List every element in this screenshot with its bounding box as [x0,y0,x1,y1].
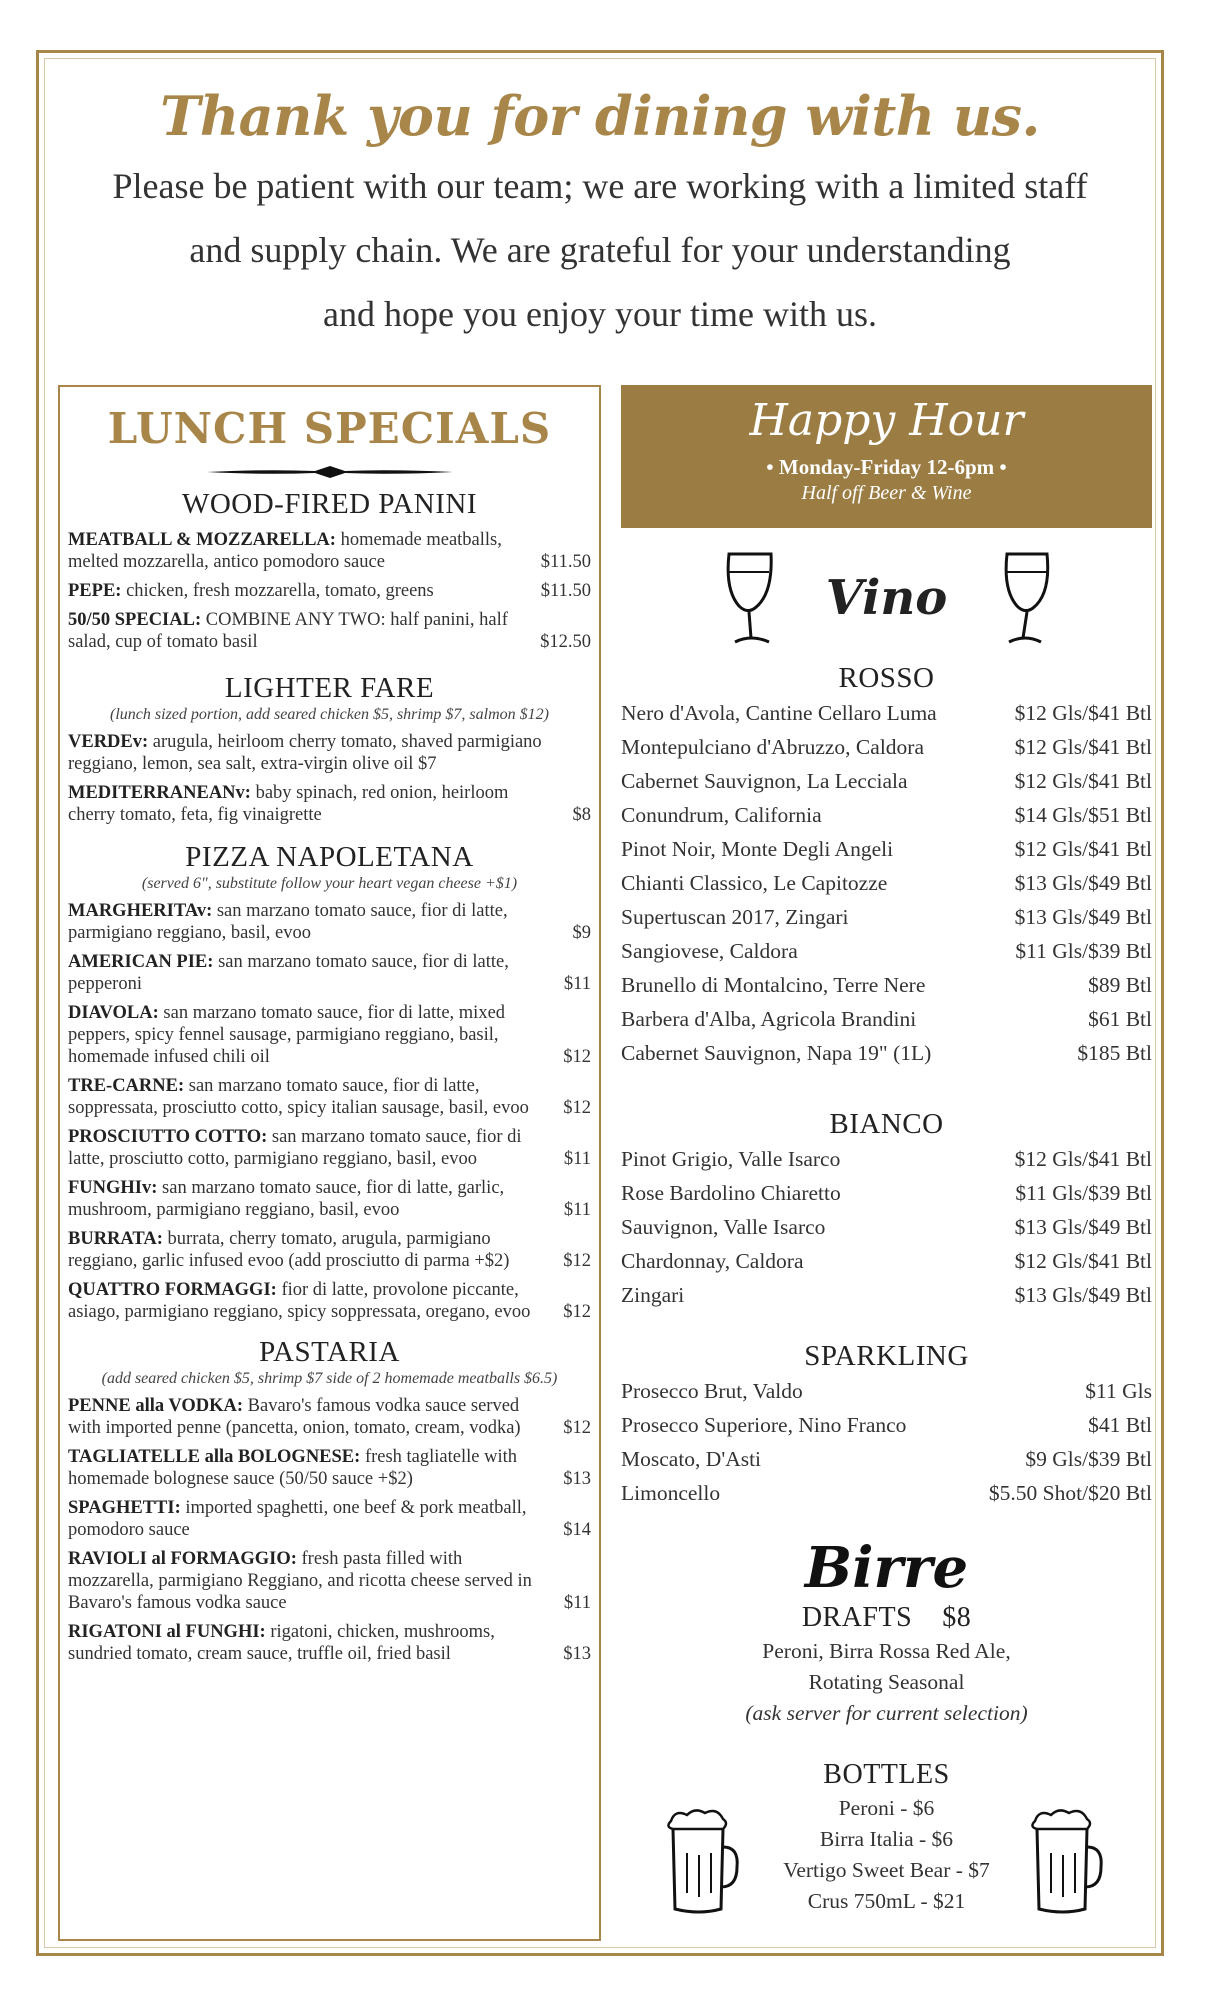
wine-price: $13 Gls/$49 Btl [1014,1215,1152,1239]
wine-price: $5.50 Shot/$20 Btl [988,1481,1152,1505]
panini-list [68,529,591,653]
wine-price: $12 Gls/$41 Btl [1014,1249,1152,1273]
notice-line: Please be patient with our team; we are working with a limited staff [112,166,1088,206]
item-name: MEATBALL & MOZZARELLA: [68,530,336,550]
item-name: VERDEv: [68,732,149,752]
bottle-item: Peroni - $6 [838,1796,935,1820]
wine-price: $185 Btl [1077,1041,1152,1065]
wine-item [621,1374,1152,1408]
wine-name: Montepulciano d'Abruzzo, Caldora [621,735,924,759]
item-name: RAVIOLI al FORMAGGIO: [68,1549,297,1569]
item-desc: san marzano tomato sauce, fior di latte, prosciutto cotto, parmigiano reggiano, basil, evoo [68,1127,522,1169]
item-price: $7 [418,754,437,774]
wine-item [621,832,1152,866]
item-desc: homemade meatballs, melted mozzarella, antico pomodoro sauce [68,530,502,572]
wine-item [621,730,1152,764]
wine-item [621,1476,1152,1510]
wine-price: $12 Gls/$41 Btl [1014,769,1152,793]
item-desc: fior di latte, provolone piccante, asiago, parmigiano reggiano, spicy soppressata, oregano, evoo [68,1280,531,1322]
sparkling-title: SPARKLING [804,1340,969,1372]
item-name: 50/50 SPECIAL: [68,610,202,630]
menu-item [68,782,591,826]
pastaria-title: PASTARIA [259,1336,400,1368]
item-name: AMERICAN PIE: [68,952,214,972]
drafts-price: $8 [942,1602,972,1633]
bottles-title: BOTTLES [823,1759,950,1790]
item-desc: rigatoni, chicken, mushrooms, sundried tomato, cream sauce, truffle oil, fried basil [68,1622,495,1664]
wine-item [621,1036,1152,1070]
wine-item [621,900,1152,934]
notice-line: and supply chain. We are grateful for your understanding [189,230,1011,270]
menu-item [68,1446,591,1490]
wine-item [621,1142,1152,1176]
drinks-panel [621,385,1152,1917]
wine-name: Cabernet Sauvignon, La Lecciala [621,769,908,793]
wine-name: Chardonnay, Caldora [621,1249,804,1273]
wine-price: $41 Btl [1088,1413,1152,1437]
wine-price: $13 Gls/$49 Btl [1014,905,1152,929]
header [40,80,1160,346]
item-price: $11 [563,1593,591,1613]
happy-hour-days: • Monday-Friday 12-6pm • [766,455,1007,479]
item-price: $11.50 [540,552,591,572]
happy-hour-title: Happy Hour [749,395,1024,446]
item-desc: san marzano tomato sauce, fior di latte, garlic, mushroom, parmigiano reggiano, basil, evoo [68,1178,505,1220]
wine-item [621,1176,1152,1210]
wine-price: $11 Gls/$39 Btl [1015,939,1152,963]
wine-name: Zingari [621,1283,685,1307]
bottle-item: Birra Italia - $6 [819,1827,954,1851]
beer-mug-icon [661,1807,741,1917]
notice-message [40,154,1160,346]
item-desc: san marzano tomato sauce, fior di latte, pepperoni [68,952,509,994]
item-desc: chicken, fresh mozzarella, tomato, greens [121,581,434,601]
item-price: $11 [563,1149,591,1169]
wine-name: Sauvignon, Valle Isarco [621,1215,826,1239]
wine-price: $12 Gls/$41 Btl [1014,735,1152,759]
pastaria-list [68,1395,591,1665]
item-price: $12.50 [540,632,591,652]
menu-item [68,951,591,995]
menu-item [68,1075,591,1119]
menu-item [68,529,591,573]
wine-name: Rose Bardolino Chiaretto [621,1181,841,1205]
wine-name: Pinot Noir, Monte Degli Angeli [621,837,894,861]
menu-item [68,609,591,653]
wine-price: $11 Gls [1085,1379,1152,1403]
wine-name: Prosecco Superiore, Nino Franco [621,1413,907,1437]
wine-name: Moscato, D'Asti [621,1447,762,1471]
item-price: $9 [572,923,591,943]
pastaria-note: (add seared chicken $5, shrimp $7 side of 2 homemade meatballs $6.5) [101,1370,558,1387]
wine-price: $13 Gls/$49 Btl [1014,1283,1152,1307]
wine-price: $9 Gls/$39 Btl [1025,1447,1152,1471]
drafts-note: (ask server for current selection) [745,1701,1028,1725]
wine-item [621,764,1152,798]
item-desc: san marzano tomato sauce, fior di latte, soppressata, prosciutto cotto, spicy italian sausage, basil, evoo [68,1076,529,1118]
menu-item [68,1279,591,1323]
item-price: $8 [572,805,591,825]
item-name: RIGATONI al FUNGHI: [68,1622,266,1642]
menu-item [68,1177,591,1221]
lunch-specials-title: LUNCH SPECIALS [107,404,552,453]
item-desc: fresh tagliatelle with homemade bolognese sauce (50/50 sauce +$2) [68,1447,517,1489]
item-price: $12 [563,1098,591,1118]
menu-item [68,731,591,775]
item-name: DIAVOLA: [68,1003,159,1023]
item-desc: san marzano tomato sauce, fior di latte, parmigiano reggiano, basil, evoo [68,901,508,943]
item-desc: Bavaro's famous vodka sauce served with imported penne (pancetta, onion, tomato, cream, vodka) [68,1396,521,1438]
item-name: QUATTRO FORMAGGI: [68,1280,277,1300]
menu-item [68,1228,591,1272]
thank-you-title: Thank you for dining with us. [160,84,1040,148]
item-name: PENNE alla VODKA: [68,1396,244,1416]
bottle-item: Vertigo Sweet Bear - $7 [783,1858,990,1882]
wine-item [621,696,1152,730]
item-price: $12 [563,1047,591,1067]
drafts-label: DRAFTS [801,1602,913,1633]
item-price: $12 [563,1251,591,1271]
wine-item [621,968,1152,1002]
wine-name: Barbera d'Alba, Agricola Brandini [621,1007,917,1031]
wine-item [621,1408,1152,1442]
wine-price: $11 Gls/$39 Btl [1015,1181,1152,1205]
item-desc: arugula, heirloom cherry tomato, shaved parmigiano reggiano, lemon, sea salt, extra-virgin olive oil [68,732,542,774]
notice-line: and hope you enjoy your time with us. [323,294,877,334]
menu-item [68,900,591,944]
wine-price: $61 Btl [1088,1007,1152,1031]
item-price: $12 [563,1302,591,1322]
wine-price: $14 Gls/$51 Btl [1014,803,1152,827]
wine-name: Limoncello [621,1481,721,1505]
wine-price: $12 Gls/$41 Btl [1014,701,1152,725]
item-name: SPAGHETTI: [68,1498,181,1518]
wine-name: Supertuscan 2017, Zingari [621,905,849,929]
pizza-list [68,900,591,1323]
menu-item [68,1002,591,1068]
drafts-line: Rotating Seasonal [808,1670,965,1694]
item-price: $13 [563,1644,591,1664]
panini-title: WOOD-FIRED PANINI [181,488,477,520]
wine-price: $12 Gls/$41 Btl [1014,837,1152,861]
wine-item [621,798,1152,832]
lunch-specials-panel [58,385,601,1941]
item-price: $11.50 [540,581,591,601]
drafts-line: Peroni, Birra Rossa Red Ale, [762,1639,1011,1663]
wine-price: $12 Gls/$41 Btl [1014,1147,1152,1171]
wine-name: Pinot Grigio, Valle Isarco [621,1147,841,1171]
item-name: MARGHERITAv: [68,901,213,921]
wine-price: $89 Btl [1088,973,1152,997]
item-name: MEDITERRANEANv: [68,783,251,803]
item-price: $12 [563,1418,591,1438]
wine-name: Prosecco Brut, Valdo [621,1379,803,1403]
happy-hour-offer: Half off Beer & Wine [801,482,972,504]
ornament-divider-icon [205,465,455,479]
bianco-title: BIANCO [829,1108,944,1140]
wine-name: Cabernet Sauvignon, Napa 19" (1L) [621,1041,932,1065]
item-price: $13 [563,1469,591,1489]
pizza-note: (served 6", substitute follow your heart vegan cheese +$1) [141,875,518,892]
item-name: TRE-CARNE: [68,1076,185,1096]
lighter-fare-note: (lunch sized portion, add seared chicken $5, shrimp $7, salmon $12) [110,706,549,723]
wine-name: Brunello di Montalcino, Terre Nere [621,973,926,997]
item-name: BURRATA: [68,1229,163,1249]
item-desc: baby spinach, red onion, heirloom cherry tomato, feta, fig vinaigrette [68,783,509,825]
drafts-header [621,1600,1152,1636]
wine-item [621,1210,1152,1244]
menu-item [68,580,591,602]
item-name: FUNGHIv: [68,1178,158,1198]
wine-item [621,866,1152,900]
lighter-fare-title: LIGHTER FARE [224,672,435,704]
item-price: $11 [563,1200,591,1220]
rosso-list [621,696,1152,1070]
birre-title: Birre [804,1535,969,1601]
item-price: $11 [563,974,591,994]
wine-glass-icon [997,550,1057,650]
wine-name: Chianti Classico, Le Capitozze [621,871,888,895]
item-desc: fresh pasta filled with mozzarella, parmigiano Reggiano, and ricotta cheese served in Bavaro's famous vodka sauce [68,1549,532,1613]
menu-item [68,1126,591,1170]
wine-item [621,1278,1152,1312]
item-name: TAGLIATELLE alla BOLOGNESE: [68,1447,361,1467]
item-name: PROSCIUTTO COTTO: [68,1127,268,1147]
sparkling-list [621,1374,1152,1510]
menu-item [68,1395,591,1439]
wine-item [621,934,1152,968]
item-price: $14 [563,1520,591,1540]
beer-mug-icon [1025,1807,1105,1917]
wine-item [621,1244,1152,1278]
item-desc: burrata, cherry tomato, arugula, parmigiano reggiano, garlic infused evoo (add prosciutto di parma +$2) [68,1229,510,1271]
wine-item [621,1002,1152,1036]
wine-item [621,1442,1152,1476]
wine-name: Sangiovese, Caldora [621,939,798,963]
menu-item [68,1497,591,1541]
vino-header [621,550,1152,660]
wine-price: $13 Gls/$49 Btl [1014,871,1152,895]
menu-item [68,1621,591,1665]
rosso-title: ROSSO [838,662,935,694]
happy-hour-banner [621,385,1152,528]
item-desc: imported spaghetti, one beef & pork meatball, pomodoro sauce [68,1498,527,1540]
bottles-section [621,1757,1152,1917]
vino-title: Vino [825,570,948,626]
wine-name: Nero d'Avola, Cantine Cellaro Luma [621,701,937,725]
item-name: PEPE: [68,581,122,601]
item-desc: COMBINE ANY TWO: half panini, half salad, cup of tomato basil [68,610,508,652]
menu-item [68,1548,591,1614]
item-desc: san marzano tomato sauce, fior di latte, mixed peppers, spicy fennel sausage, parmigiano reggiano, basil, homemade infused chili oil [68,1003,506,1067]
bottle-item: Crus 750mL - $21 [807,1889,966,1913]
bianco-list [621,1142,1152,1312]
wine-name: Conundrum, California [621,803,822,827]
pizza-title: PIZZA NAPOLETANA [185,841,474,873]
